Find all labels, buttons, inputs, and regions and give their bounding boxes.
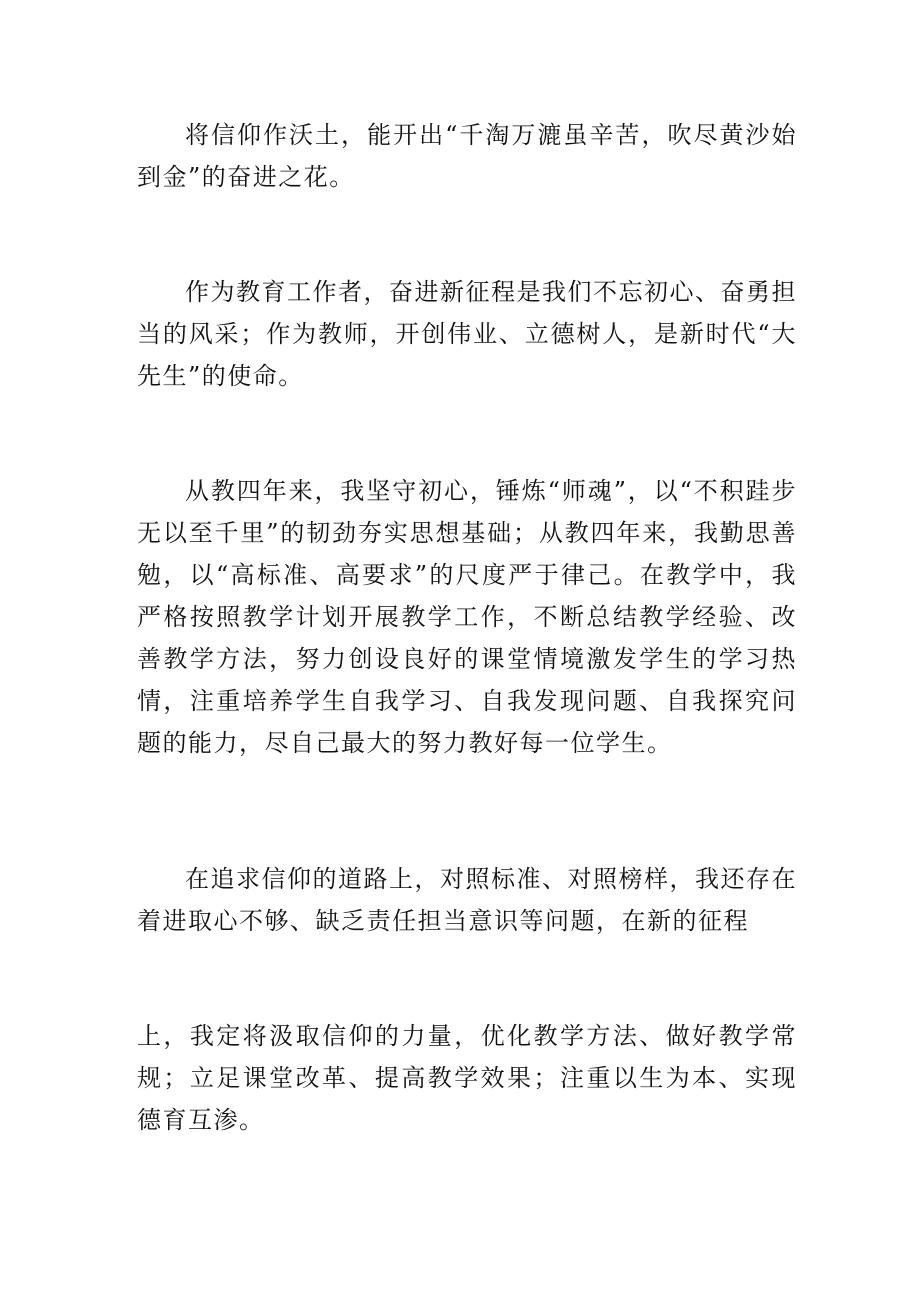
paragraph-2: 作为教育工作者，奋进新征程是我们不忘初心、奋勇担当的风采；作为教师，开创伟业、立德树人，是新时代“大先生”的使命。 [137, 278, 797, 390]
paragraph-1: 将信仰作沃土，能开出“千淘万漉虽辛苦，吹尽黄沙始到金”的奋进之花。 [137, 121, 797, 191]
paragraph-3: 从教四年来，我坚守初心，锤炼“师魂”，以“不积跬步无以至千里”的韧劲夯实思想基础；从教四年来，我勤思善勉，以“高标准、高要求”的尺度严于律己。在教学中，我严格按照教学计划开展教学工作，不断总结教学经验、改善教学方法，努力创设良好的课堂情境激发学生的学习热情，注重培养学生自我学习、自我发现问题、自我探究问题的能力，尽自己最大的努力教好每一位学生。 [137, 477, 797, 757]
paragraph-4: 在追求信仰的道路上，对照标准、对照榜样，我还存在着进取心不够、缺乏责任担当意识等问题，在新的征程 [137, 865, 797, 935]
paragraph-5: 上，我定将汲取信仰的力量，优化教学方法、做好教学常规；立足课堂改革、提高教学效果；注重以生为本、实现德育互渗。 [137, 1022, 797, 1134]
